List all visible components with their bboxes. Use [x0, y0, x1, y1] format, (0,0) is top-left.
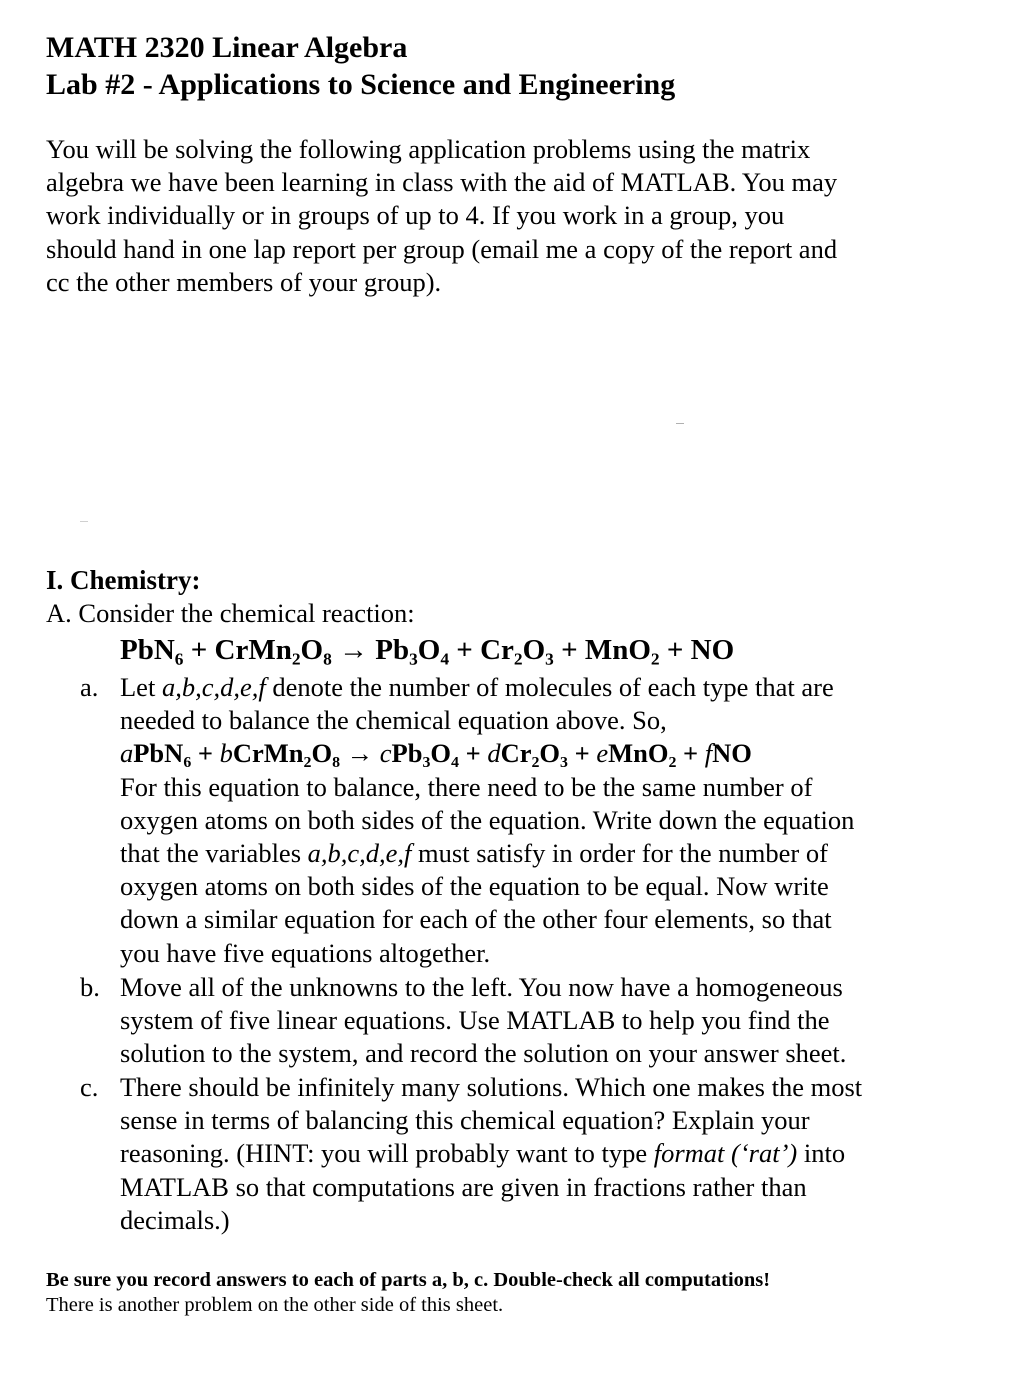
coefficient: d — [487, 738, 501, 769]
text-span: Let — [120, 672, 162, 702]
item-label: c. — [80, 1072, 99, 1102]
item-line: For this equation to balance, there need to be the same number of — [120, 771, 813, 802]
item-line: MATLAB so that computations are given in fractions rather than — [120, 1171, 807, 1202]
text-span: that the variables — [120, 838, 308, 869]
item-line: down a similar equation for each of the other four elements, so that — [120, 904, 832, 935]
section-heading-chemistry: I. Chemistry: — [46, 565, 201, 595]
compound: NO — [712, 738, 752, 769]
item-line: you have five equations altogether. — [120, 937, 491, 968]
chemical-reaction: PbN₆ + CrMn₂O₈ → Pb₃O₄ + Cr₂O₃ + MnO₂ + NO — [120, 634, 735, 666]
item-body — [120, 1071, 950, 1237]
item-line: decimals.) — [120, 1204, 230, 1235]
coefficient: b — [219, 738, 233, 769]
variables-list: a,b,c,d,e,f — [307, 838, 412, 869]
item-line: sense in terms of balancing this chemical equation? Explain your — [120, 1105, 810, 1136]
item-line — [120, 671, 950, 704]
item-line: oxygen atoms on both sides of the equation to be equal. Now write — [120, 871, 829, 902]
item-line — [120, 837, 950, 870]
balanced-equation — [120, 737, 950, 770]
text-span: into — [797, 1138, 846, 1169]
compound: Pb₃O₄ + — [391, 738, 488, 769]
item-body — [120, 671, 950, 970]
matlab-command: format (‘rat’) — [653, 1138, 798, 1169]
item-line: needed to balance the chemical equation above. So, — [120, 705, 667, 736]
coefficient: e — [596, 738, 609, 769]
coefficient: c — [379, 738, 392, 769]
compound: Cr₂O₃ + — [500, 738, 597, 769]
intro-line: algebra we have been learning in class with the aid of MATLAB. You may — [46, 167, 838, 198]
compound: PbN₆ + — [133, 738, 220, 769]
item-body — [120, 971, 950, 1071]
compound: MnO₂ + — [608, 738, 705, 769]
item-line — [120, 1137, 950, 1170]
intro-line: should hand in one lap report per group (email me a copy of the report and — [46, 233, 838, 264]
text-span: must satisfy in order for the number of — [411, 838, 828, 869]
lab-title: Lab #2 - Applications to Science and Engineering — [46, 68, 676, 101]
scan-artifact — [676, 423, 684, 424]
variables-list: a,b,c,d,e,f — [161, 672, 266, 702]
coefficient: f — [704, 738, 713, 769]
item-label: b. — [80, 972, 100, 1002]
compound: CrMn₂O₈ → — [232, 738, 380, 769]
intro-paragraph — [46, 133, 946, 299]
course-title: MATH 2320 Linear Algebra — [46, 31, 408, 64]
scan-artifact — [80, 521, 88, 522]
item-line: Move all of the unknowns to the left. You now have a homogeneous — [120, 972, 843, 1002]
footer-bold-note: Be sure you record answers to each of parts a, b, c. Double-check all computations! — [46, 1269, 771, 1291]
item-line: oxygen atoms on both sides of the equation. Write down the equation — [120, 804, 855, 835]
item-line: There should be infinitely many solutions. Which one makes the most — [120, 1072, 863, 1102]
intro-line: work individually or in groups of up to 4. If you work in a group, you — [46, 200, 785, 231]
text-span: denote the number of molecules of each type that are — [265, 672, 834, 702]
coefficient: a — [120, 738, 134, 769]
text-span: reasoning. (HINT: you will probably want to type — [120, 1138, 654, 1169]
item-line: system of five linear equations. Use MATLAB to help you find the — [120, 1005, 830, 1036]
item-line: solution to the system, and record the solution on your answer sheet. — [120, 1038, 847, 1069]
intro-line: cc the other members of your group). — [46, 266, 442, 297]
footer-note: There is another problem on the other side of this sheet. — [46, 1294, 504, 1316]
intro-line: You will be solving the following application problems using the matrix — [46, 134, 811, 164]
part-a-intro: A. Consider the chemical reaction: — [46, 598, 415, 628]
item-label: a. — [80, 672, 99, 702]
